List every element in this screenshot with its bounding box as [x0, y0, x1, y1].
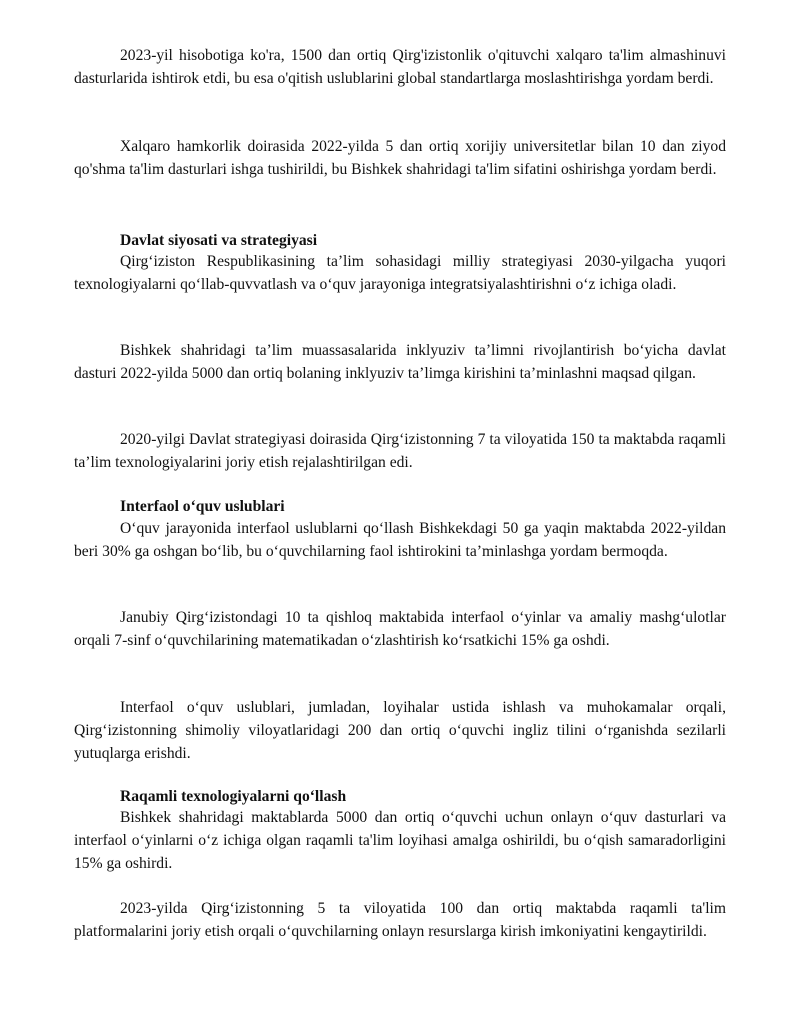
paragraph-inclusive-education: Bishkek shahridagi ta’lim muassasalarida inklyuziv ta’limni rivojlantirish bo‘yicha davlat dasturi 2022-yilda 5000 dan ortiq bolaning inklyuziv ta’limga kirishini ta’minlashni maqsad qilgan. [74, 342, 726, 383]
paragraph-english-learning: Interfaol o‘quv uslublari, jumladan, loyihalar ustida ishlash va muhokamalar orqali, Qirg‘izistonning shimoliy viloyatlaridagi 200 dan ortiq o‘quvchi ingliz tilini o‘rganishda sezilarli yutuqlarga erishdi. [74, 699, 726, 763]
paragraph-digital-plan-2020: 2020-yilgi Davlat strategiyasi doirasida Qirg‘izistonning 7 ta viloyatida 150 ta maktabda raqamli ta’lim texnologiyalarini joriy etish rejalashtirilgan edi. [74, 431, 726, 472]
heading-interactive-methods: Interfaol o‘quv uslublari [120, 498, 285, 515]
heading-digital-technologies: Raqamli texnologiyalarni qo‘llash [120, 788, 347, 805]
paragraph-rural-schools: Janubiy Qirg‘izistondagi 10 ta qishloq maktabida interfaol o‘yinlar va amaliy mashg‘ulotlar orqali 7-sinf o‘quvchilarining matematikadan o‘zlashtirish ko‘rsatkichi 15% ga oshdi. [74, 609, 726, 650]
paragraph-interactive-bishkek: O‘quv jarayonida interfaol uslublarni qo‘llash Bishkekdagi 50 ga yaqin maktabda 2022-yildan beri 30% ga oshgan bo‘lib, bu o‘quvchilarning faol ishtirokini ta’minlashga yordam bermoqda. [74, 520, 726, 561]
paragraph-digital-platforms: 2023-yilda Qirg‘izistonning 5 ta viloyatida 100 dan ortiq maktabda raqamli ta'lim platformalarini joriy etish orqali o‘quvchilarning onlayn resurslarga kirish imkoniyatini kengaytirildi. [74, 900, 726, 941]
paragraph-national-strategy: Qirg‘iziston Respublikasining ta’lim sohasidagi milliy strategiyasi 2030-yilgacha yuqori texnologiyalarni qo‘llab-quvvatlash va o‘quv jarayoniga integratsiyalashtirishni o‘z ichiga oladi. [74, 253, 726, 294]
paragraph-international-cooperation: Xalqaro hamkorlik doirasida 2022-yilda 5 dan ortiq xorijiy universitetlar bilan 10 dan ziyod qo'shma ta'lim dasturlari ishga tushirildi, bu Bishkek shahridagi ta'lim sifatini oshirishga yordam berdi. [74, 138, 726, 179]
paragraph-teacher-exchange: 2023-yil hisobotiga ko'ra, 1500 dan ortiq Qirg'izistonlik o'qituvchi xalqaro ta'lim almashinuvi dasturlarida ishtirok etdi, bu esa o'qitish uslublarini global standartlarga moslashtirishga yordam berdi. [74, 47, 726, 88]
paragraph-digital-project: Bishkek shahridagi maktablarda 5000 dan ortiq o‘quvchi uchun onlayn o‘quv dasturlari va interfaol o‘yinlarni o‘z ichiga olgan raqamli ta'lim loyihasi amalga oshirildi, bu o‘qish samaradorligini 15% ga oshirdi. [74, 809, 726, 873]
heading-state-policy: Davlat siyosati va strategiyasi [120, 232, 318, 249]
